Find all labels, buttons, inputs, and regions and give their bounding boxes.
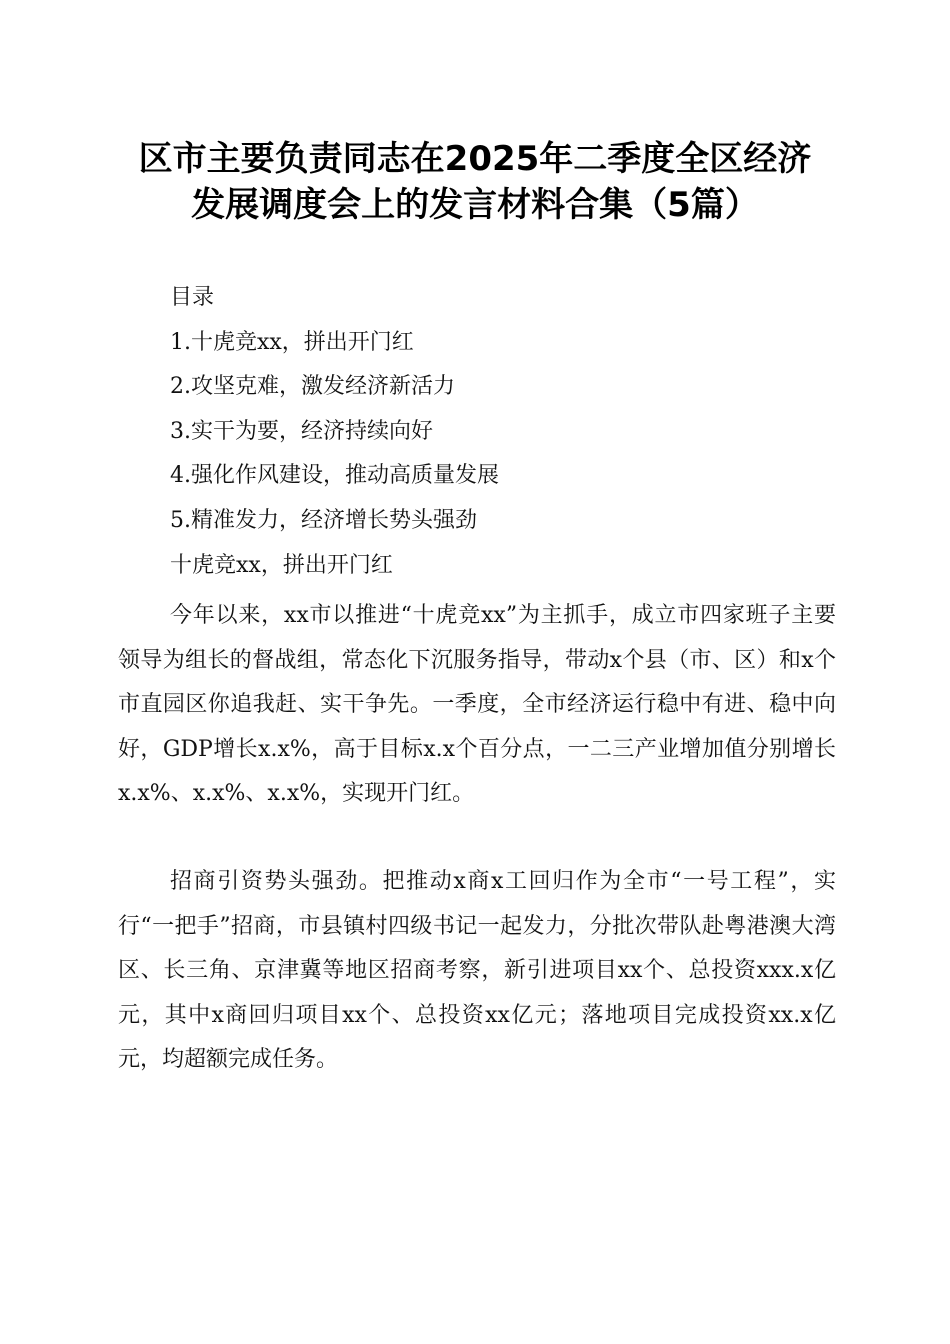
title-line-1: 区市主要负责同志在2025年二季度全区经济 bbox=[138, 139, 812, 179]
section-title: 十虎竞xx，拼出开门红 bbox=[170, 552, 393, 578]
toc-heading: 目录 bbox=[170, 285, 215, 310]
document-title bbox=[100, 136, 850, 228]
toc-item-1: 1.十虎竞xx，拼出开门红 bbox=[170, 329, 414, 355]
toc-item-3: 3.实干为要，经济持续向好 bbox=[170, 418, 433, 444]
toc-item-4: 4.强化作风建设，推动高质量发展 bbox=[170, 463, 499, 489]
table-of-contents bbox=[118, 282, 836, 594]
toc-item-2: 2.攻坚克难，激发经济新活力 bbox=[170, 374, 455, 400]
paragraph-1: 今年以来，xx市以推进“十虎竞xx”为主抓手，成立市四家班子主要领导为组长的督战组，常态化下沉服务指导，带动x个县（市、区）和x个市直园区你追我赶、实干争先。一季度，全市经济运行稳中有进、稳中向好，GDP增长x.x%，高于目标x.x个百分点，一二三产业增加值分别增长x.x%、x.x%、x.x%，实现开门红。 bbox=[118, 603, 836, 807]
title-line-2: 发展调度会上的发言材料合集（5篇） bbox=[191, 185, 759, 225]
paragraph-2: 招商引资势头强劲。把推动x商x工回归作为全市“一号工程”，实行“一把手”招商，市县镇村四级书记一起发力，分批次带队赴粤港澳大湾区、长三角、京津冀等地区招商考察，新引进项目xx个、总投资xxx.x亿元，其中x商回归项目xx个、总投资xx亿元；落地项目完成投资xx.x亿元，均超额完成任务。 bbox=[118, 869, 836, 1073]
toc-item-5: 5.精准发力，经济增长势头强劲 bbox=[170, 507, 477, 533]
